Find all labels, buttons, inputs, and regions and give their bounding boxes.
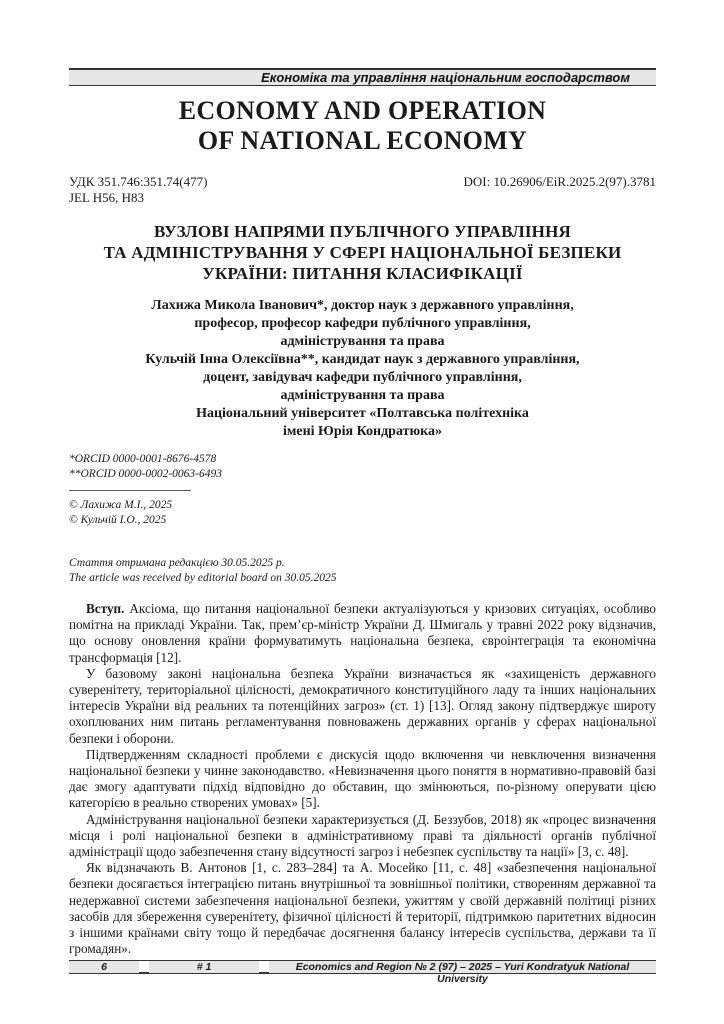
body-paragraph: Підтвердженням складності проблеми є дискусія щодо включення чи невключення визначення національної безпеки у чинне законодавство. «Невизначення цього поняття в нормативно-правовій базі дає змогу адаптувати підхід відповідно до обставин, що змінюються, по-різному оперувати цією категорією в реально створених умовах» [5]. [69, 746, 656, 811]
doi: DOI: 10.26906/EiR.2025.2(97).3781 [463, 174, 656, 189]
article-title-line-3: УКРАЇНИ: ПИТАННЯ КЛАСИФІКАЦІЇ [202, 264, 523, 283]
received-ukr: Стаття отримана редакцією 30.05.2025 р. [69, 557, 285, 569]
article-title-line-1: ВУЗЛОВІ НАПРЯМИ ПУБЛІЧНОГО УПРАВЛІННЯ [153, 222, 572, 241]
running-header-label: Економіка та управління національним господарством [261, 70, 630, 85]
copyright-first: © Лахижа М.І., 2025 [69, 499, 173, 511]
body-paragraph: У базовому законі національна безпека України визначається як «захищеність державного суверенітету, територіальної цілісності, демократичного конституційного ладу та інших національних інтересів України від реальних та потенційних загроз» (ст. 1) [13]. Огляд закону підтверджує широту охоплюваних ним питань регламентування повноважень державних органів у сферах національної безпеки і оборони. [69, 665, 656, 746]
copyright-divider [69, 490, 191, 491]
author-line: Кульчій Інна Олексіївна**, кандидат наук з державного управління, [145, 352, 580, 367]
orcid-first: *ORCID 0000-0001-8676-4578 [69, 453, 217, 465]
article-title-line-2: ТА АДМІНІСТРУВАННЯ У СФЕРІ НАЦІОНАЛЬНОЇ БЕЗПЕКИ [103, 243, 622, 262]
orcid-second: **ORCID 0000-0002-0063-6493 [69, 468, 222, 480]
issue-number: # 1 [149, 961, 259, 973]
running-header [69, 68, 656, 86]
body-paragraph: Як відзначають В. Антонов [1, с. 283–284] та А. Мосейко [11, с. 48] «забезпечення національної безпеки досягається інтеграцією питань внутрішньої та зовнішньої політики, створенням державної та недержавної системи забезпечення національної безпеки, ужиттям у своїй державній політиці різних засобів для збереження суверенітету, фізичної цілісності й території, підтримкою паритетних відносин з іншими країнами світу тощо й передбачає досягнення балансу інтересів суспільства, держави та її громадян». [69, 860, 656, 957]
body-paragraph: Вступ. Аксіома, що питання національної безпеки актуалізуються у кризових ситуаціях, особливо помітна на прикладі України. Так, прем’єр-міністр України Д. Шмигаль у травні 2022 року відзначив, що основу оновлення країни формуватимуть національна безпека, євроінтеграція та економічна трансформація [12]. [69, 601, 656, 665]
affiliation-line: імені Юрія Кондратюка» [282, 424, 443, 439]
section-title-line-2: OF NATIONAL ECONOMY [197, 126, 528, 155]
affiliation-line: Національний університет «Полтавська політехніка [196, 406, 529, 421]
jel-code: JEL H56, H83 [69, 190, 144, 205]
body-paragraph: Адміністрування національної безпеки характеризується (Д. Беззубов, 2018) як «процес визначення місця і ролі національної безпеки в адміністративному праві та діяльності органів публічної адміністрації щодо забезпечення стану відсутності загроз і небезпек суспільству та нації» [3, с. 48]. [69, 811, 656, 860]
author-line: адміністрування та права [280, 334, 445, 349]
intro-lead: Вступ. [86, 601, 125, 616]
page-number: 6 [69, 961, 139, 973]
section-title-line-1: ECONOMY AND OPERATION [178, 96, 547, 125]
running-footer [69, 960, 656, 985]
author-line: доцент, завідувач кафедри публічного управління, [203, 370, 522, 385]
udc-code: УДК 351.746:351.74(477) [69, 174, 208, 189]
received-eng: The article was received by editorial board on 30.05.2025 [69, 572, 337, 584]
author-line: Лахижа Микола Іванович*, доктор наук з державного управління, [151, 298, 574, 313]
article-body [69, 601, 656, 957]
authors-block [69, 297, 656, 441]
author-line: професор, професор кафедри публічного управління, [194, 316, 531, 331]
copyright-second: © Кульчій І.О., 2025 [69, 514, 167, 526]
author-line: адміністрування та права [280, 388, 445, 403]
journal-name: Economics and Region № 2 (97) – 2025 – Yuri Kondratyuk National University [269, 961, 656, 973]
